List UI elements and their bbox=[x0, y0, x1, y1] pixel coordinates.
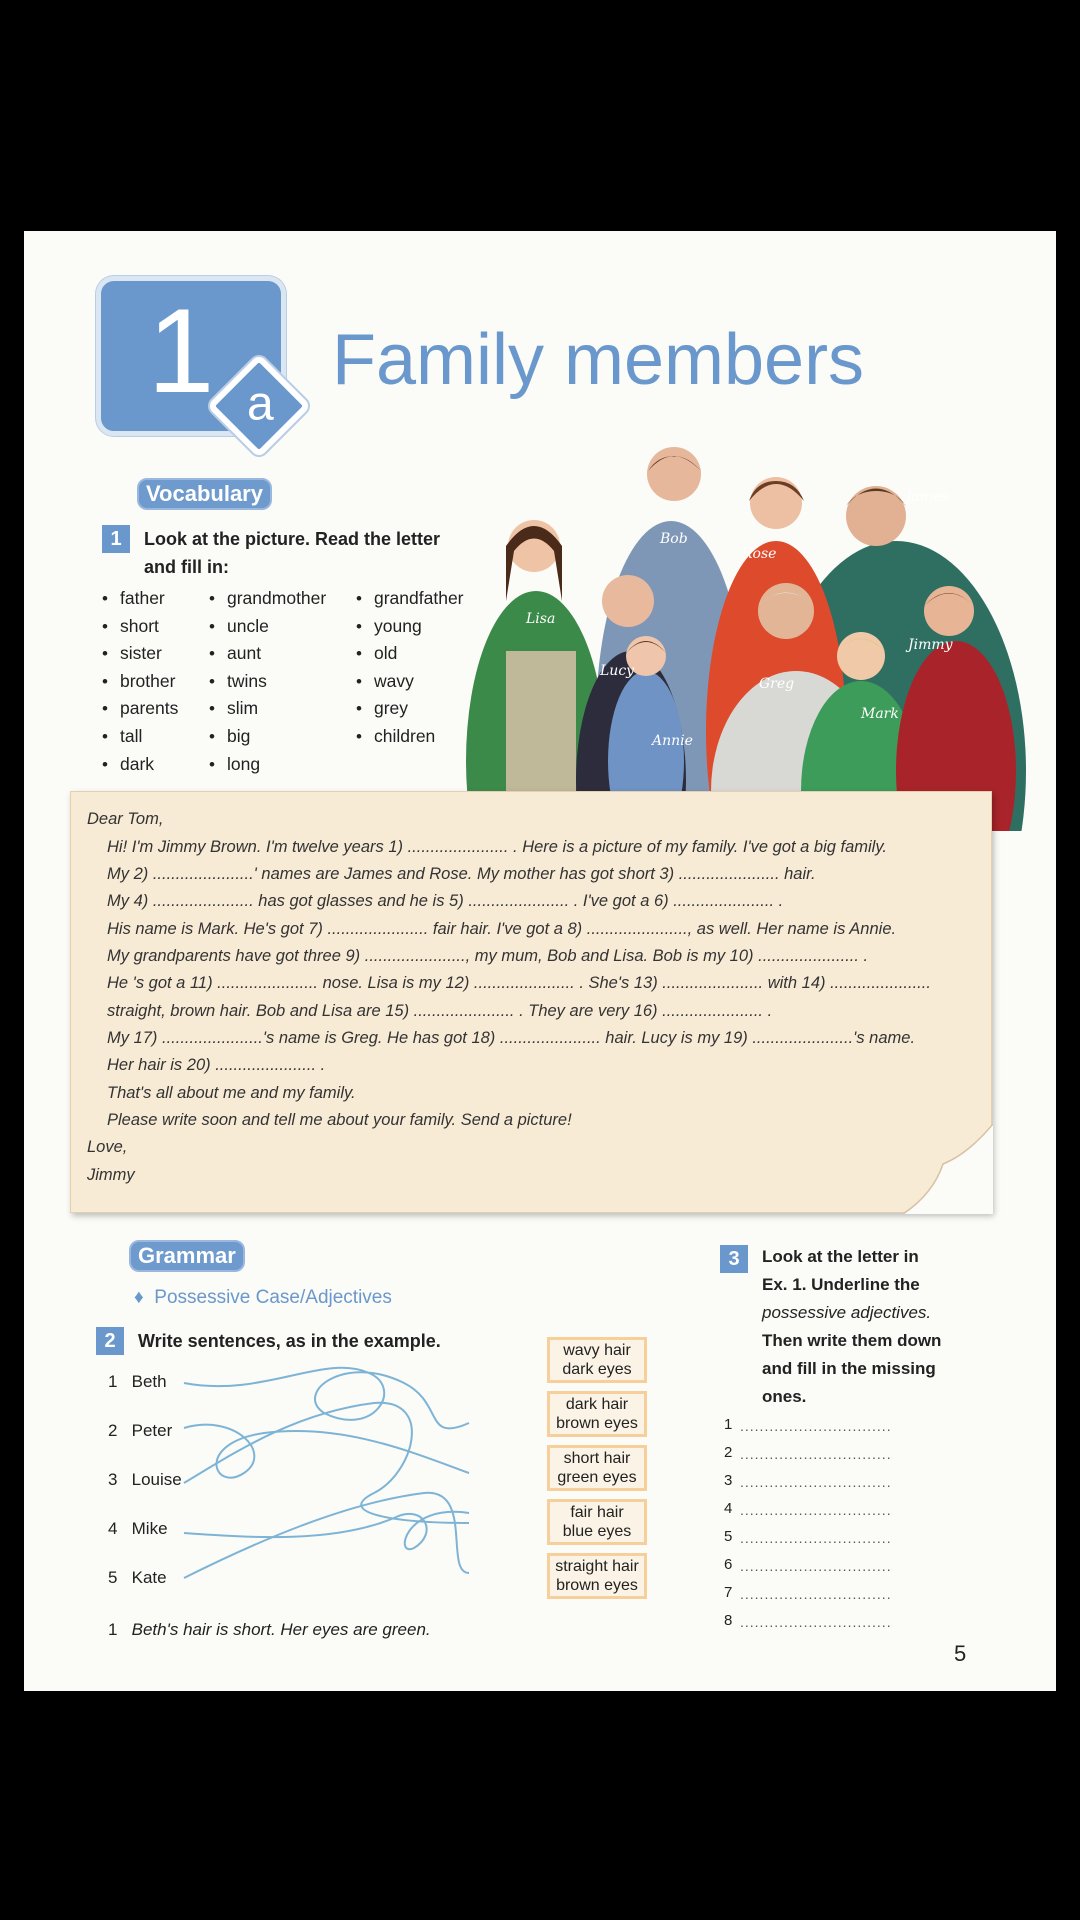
vocab-word: • tall bbox=[102, 723, 178, 751]
vocab-word: • old bbox=[356, 640, 464, 668]
ex2-item: 5 Kate bbox=[108, 1568, 167, 1587]
ex3-answer-number: 7 bbox=[724, 1584, 733, 1601]
letter-card bbox=[70, 791, 992, 1213]
vocab-column-1 bbox=[102, 585, 178, 778]
exercise-1-number: 1 bbox=[102, 525, 130, 553]
ex2-item: 3 Louise bbox=[108, 1470, 182, 1489]
ex3-answer-number: 1 bbox=[724, 1416, 733, 1433]
ex3-answer-line[interactable]: ............................... bbox=[740, 1558, 892, 1574]
ex3-answer-number: 5 bbox=[724, 1528, 733, 1545]
match-box: short hair green eyes bbox=[547, 1445, 647, 1491]
letter-line: straight, brown hair. Bob and Lisa are 15) ...................... . They are very 16) ...................... . bbox=[107, 1002, 773, 1020]
vocab-word: • big bbox=[209, 723, 326, 751]
exercise-2-number: 2 bbox=[96, 1327, 124, 1355]
photo-tag-bob: Bob bbox=[660, 531, 688, 547]
vocab-word: • grandfather bbox=[356, 585, 464, 613]
letter-line: My grandparents have got three 9) ......................, my mum, Bob and Lisa. Bob is my 10) ...................... . bbox=[107, 947, 869, 965]
family-photo bbox=[466, 401, 1026, 831]
exercise-3-number: 3 bbox=[720, 1245, 748, 1273]
vocab-word: • brother bbox=[102, 668, 178, 696]
letter-line: Her hair is 20) ...................... . bbox=[107, 1056, 326, 1074]
vocab-word: • father bbox=[102, 585, 178, 613]
exercise-1-instruction-line2: and fill in: bbox=[144, 557, 229, 577]
letter-line: He 's got a 11) ...................... nose. Lisa is my 12) ...................... . She's 13) ...................... with 14) ...................... bbox=[107, 974, 931, 992]
photo-tag-rose: Rose bbox=[742, 546, 777, 562]
vocab-word: • short bbox=[102, 613, 178, 641]
photo-tag-mark: Mark bbox=[861, 706, 899, 722]
unit-number: 1 bbox=[147, 284, 215, 418]
match-box: wavy hair dark eyes bbox=[547, 1337, 647, 1383]
vocab-word: • children bbox=[356, 723, 464, 751]
vocab-word: • uncle bbox=[209, 613, 326, 641]
ex3-answer-number: 3 bbox=[724, 1472, 733, 1489]
vocab-column-3 bbox=[356, 585, 464, 751]
ex2-example: 1 Beth's hair is short. Her eyes are green. bbox=[108, 1620, 431, 1639]
photo-tag-lucy: Lucy bbox=[600, 663, 635, 679]
ex3-answer-line[interactable]: ............................... bbox=[740, 1446, 892, 1462]
page-number: 5 bbox=[954, 1641, 967, 1666]
letter-line: Hi! I'm Jimmy Brown. I'm twelve years 1) ...................... . Here is a picture of my family. I've got a big family. bbox=[107, 838, 887, 856]
exercise-3-instruction: Look at the letter in Ex. 1. Underline the possessive adjectives. Then write them down and fill in the missing ones. bbox=[762, 1247, 942, 1406]
match-box: dark hair brown eyes bbox=[547, 1391, 647, 1437]
ex3-answer-number: 8 bbox=[724, 1612, 733, 1629]
vocab-word: • wavy bbox=[356, 668, 464, 696]
page-curl bbox=[873, 1124, 993, 1214]
vocab-word: • parents bbox=[102, 695, 178, 723]
ex2-item: 4 Mike bbox=[108, 1519, 168, 1538]
vocab-word: • grey bbox=[356, 695, 464, 723]
photo-tag-greg: Greg bbox=[759, 676, 795, 692]
ex3-answer-line[interactable]: ............................... bbox=[740, 1502, 892, 1518]
vocab-word: • grandmother bbox=[209, 585, 326, 613]
match-box: straight hair brown eyes bbox=[547, 1553, 647, 1599]
grammar-topic: ♦ Possessive Case/Adjectives bbox=[134, 1287, 392, 1308]
vocab-word: • sister bbox=[102, 640, 178, 668]
letter-signature: Jimmy bbox=[87, 1166, 135, 1184]
unit-letter: a bbox=[247, 377, 274, 431]
ex3-answer-line[interactable]: ............................... bbox=[740, 1474, 892, 1490]
vocab-word: • long bbox=[209, 751, 326, 779]
vocab-word: • aunt bbox=[209, 640, 326, 668]
ex3-answer-line[interactable]: ............................... bbox=[740, 1586, 892, 1602]
letter-closing: Love, bbox=[87, 1138, 128, 1156]
textbook-page bbox=[24, 231, 1056, 1691]
letter-line: My 4) ...................... has got glasses and he is 5) ...................... . I've got a 6) ...................... . bbox=[107, 892, 784, 910]
letter-line: That's all about me and my family. bbox=[107, 1084, 356, 1102]
ex3-answer-number: 6 bbox=[724, 1556, 733, 1573]
letter-line: My 2) ......................' names are James and Rose. My mother has got short 3) ...................... hair. bbox=[107, 865, 816, 883]
match-box: fair hair blue eyes bbox=[547, 1499, 647, 1545]
vocab-word: • slim bbox=[209, 695, 326, 723]
vocab-word: • dark bbox=[102, 751, 178, 779]
grammar-label: Grammar bbox=[129, 1240, 245, 1272]
photo-tag-lisa: Lisa bbox=[526, 611, 556, 627]
letter-line: My 17) ......................'s name is Greg. He has got 18) ...................... hair. Lucy is my 19) ......................'s name. bbox=[107, 1029, 916, 1047]
photo-tag-annie: Annie bbox=[652, 733, 693, 749]
vocab-column-2 bbox=[209, 585, 326, 778]
exercise-1-instruction-line1: Look at the picture. Read the letter bbox=[144, 529, 441, 549]
letter-line: Please write soon and tell me about your family. Send a picture! bbox=[107, 1111, 572, 1129]
ex3-answer-line[interactable]: ............................... bbox=[740, 1418, 892, 1434]
photo-tag-james: James bbox=[906, 489, 949, 505]
ex3-answer-line[interactable]: ............................... bbox=[740, 1614, 892, 1630]
ex3-answer-number: 4 bbox=[724, 1500, 733, 1517]
matching-lines bbox=[174, 1343, 594, 1583]
ex2-item: 2 Peter bbox=[108, 1421, 173, 1440]
vocab-word: • young bbox=[356, 613, 464, 641]
unit-title: Family members bbox=[332, 320, 865, 400]
exercise-2-instruction: Write sentences, as in the example. bbox=[138, 1331, 441, 1351]
letter-greeting: Dear Tom, bbox=[87, 810, 164, 828]
ex3-answer-number: 2 bbox=[724, 1444, 733, 1461]
vocab-word: • twins bbox=[209, 668, 326, 696]
photo-tag-jimmy: Jimmy bbox=[908, 637, 953, 653]
ex3-answer-line[interactable]: ............................... bbox=[740, 1530, 892, 1546]
letter-line: His name is Mark. He's got 7) ...................... fair hair. I've got a 8) ......................, as well. Her name is Annie. bbox=[107, 920, 897, 938]
vocabulary-label: Vocabulary bbox=[137, 478, 272, 510]
ex2-item: 1 Beth bbox=[108, 1372, 167, 1391]
